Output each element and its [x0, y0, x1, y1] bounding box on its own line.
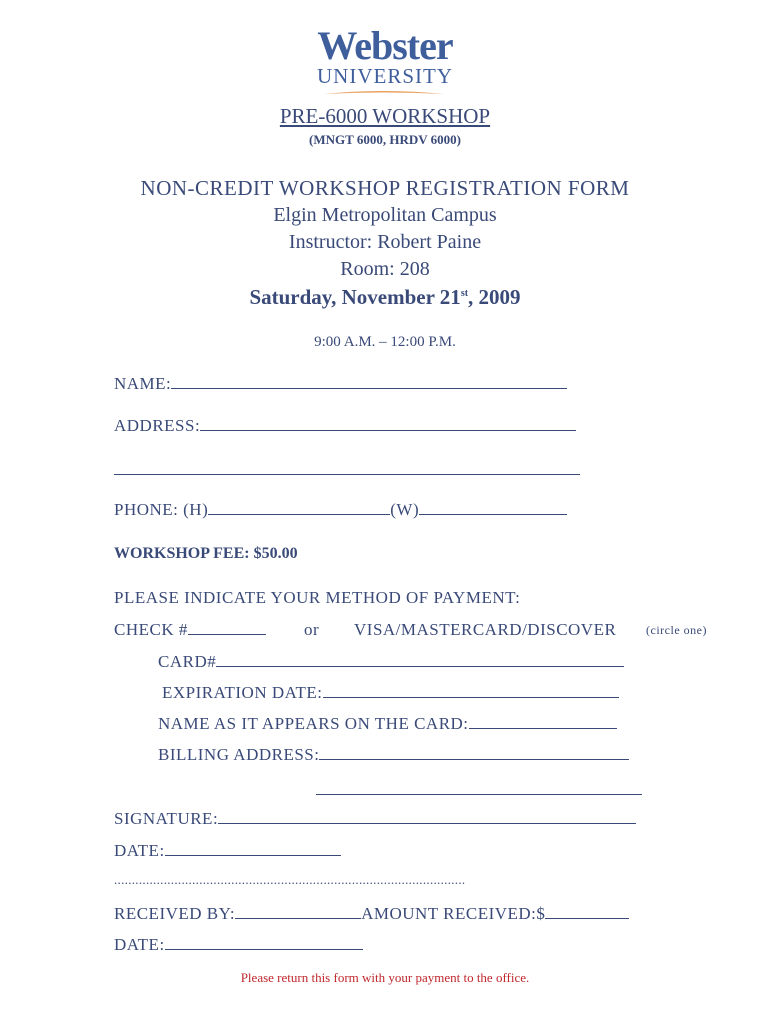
date-field[interactable]: [165, 854, 341, 856]
card-number-label: CARD#: [158, 652, 217, 671]
phone-work-label: (W): [390, 500, 420, 519]
expiration-row: [162, 683, 619, 703]
amount-received-field[interactable]: [545, 917, 629, 919]
campus: Elgin Metropolitan Campus: [273, 204, 497, 226]
name-row: [114, 374, 567, 394]
payment-method-row: [114, 620, 714, 640]
billing-label: BILLING ADDRESS:: [158, 745, 320, 764]
name-on-card-label: NAME AS IT APPEARS ON THE CARD:: [158, 714, 469, 733]
circle-one-note: (circle one): [646, 623, 707, 637]
expiration-label: EXPIRATION DATE:: [162, 683, 323, 702]
event-date-year: , 2009: [468, 285, 521, 309]
office-use-divider: ...................................................................................................: [114, 872, 466, 887]
billing-field-line2[interactable]: [316, 794, 642, 795]
phone-work-field[interactable]: [419, 513, 567, 515]
course-codes: (MNGT 6000, HRDV 6000): [309, 132, 461, 147]
or-label: or: [304, 620, 320, 639]
card-number-field[interactable]: [216, 665, 624, 667]
date-row: [114, 841, 341, 861]
form-title: NON-CREDIT WORKSHOP REGISTRATION FORM: [140, 176, 630, 200]
check-label: CHECK #: [114, 620, 188, 639]
card-number-row: [158, 652, 624, 672]
name-on-card-field[interactable]: [469, 727, 617, 729]
payment-prompt: PLEASE INDICATE YOUR METHOD OF PAYMENT:: [114, 588, 521, 607]
event-date-main: Saturday, November 21: [249, 285, 461, 309]
check-number-field[interactable]: [188, 633, 266, 635]
phone-row: [114, 500, 567, 520]
received-by-field[interactable]: [235, 917, 361, 919]
date2-row: [114, 935, 363, 955]
amount-received-label: AMOUNT RECEIVED:$: [361, 904, 546, 923]
date-label: DATE:: [114, 841, 165, 860]
address-label: ADDRESS:: [114, 416, 201, 435]
event-date: [0, 285, 770, 310]
return-instruction: Please return this form with your payment to the office.: [240, 970, 530, 985]
expiration-field[interactable]: [323, 696, 619, 698]
signature-label: SIGNATURE:: [114, 809, 219, 828]
name-label: NAME:: [114, 374, 172, 393]
name-field[interactable]: [171, 387, 567, 389]
event-time: 9:00 A.M. – 12:00 P.M.: [314, 334, 456, 350]
billing-field[interactable]: [319, 758, 629, 760]
address-field-line2[interactable]: [114, 474, 580, 475]
address-row: [114, 416, 576, 436]
logo-subtitle: UNIVERSITY: [317, 64, 453, 88]
logo-wordmark: Webster: [317, 23, 453, 68]
instructor: Instructor: Robert Paine: [288, 231, 482, 253]
billing-row: [158, 745, 629, 765]
date2-field[interactable]: [165, 948, 363, 950]
event-date-suffix: st: [460, 288, 469, 299]
room: Room: 208: [340, 258, 430, 280]
signature-row: [114, 809, 636, 829]
address-field[interactable]: [200, 429, 576, 431]
name-on-card-row: [158, 714, 617, 734]
signature-field[interactable]: [218, 822, 636, 824]
phone-home-label: PHONE: (H): [114, 500, 209, 519]
phone-home-field[interactable]: [208, 513, 390, 515]
received-row: [114, 904, 629, 924]
logo-swoosh: [322, 88, 446, 98]
card-types[interactable]: VISA/MASTERCARD/DISCOVER: [354, 620, 617, 639]
workshop-fee: WORKSHOP FEE: $50.00: [114, 545, 298, 562]
received-by-label: RECEIVED BY:: [114, 904, 236, 923]
date2-label: DATE:: [114, 935, 165, 954]
workshop-title: PRE-6000 WORKSHOP: [279, 104, 491, 128]
